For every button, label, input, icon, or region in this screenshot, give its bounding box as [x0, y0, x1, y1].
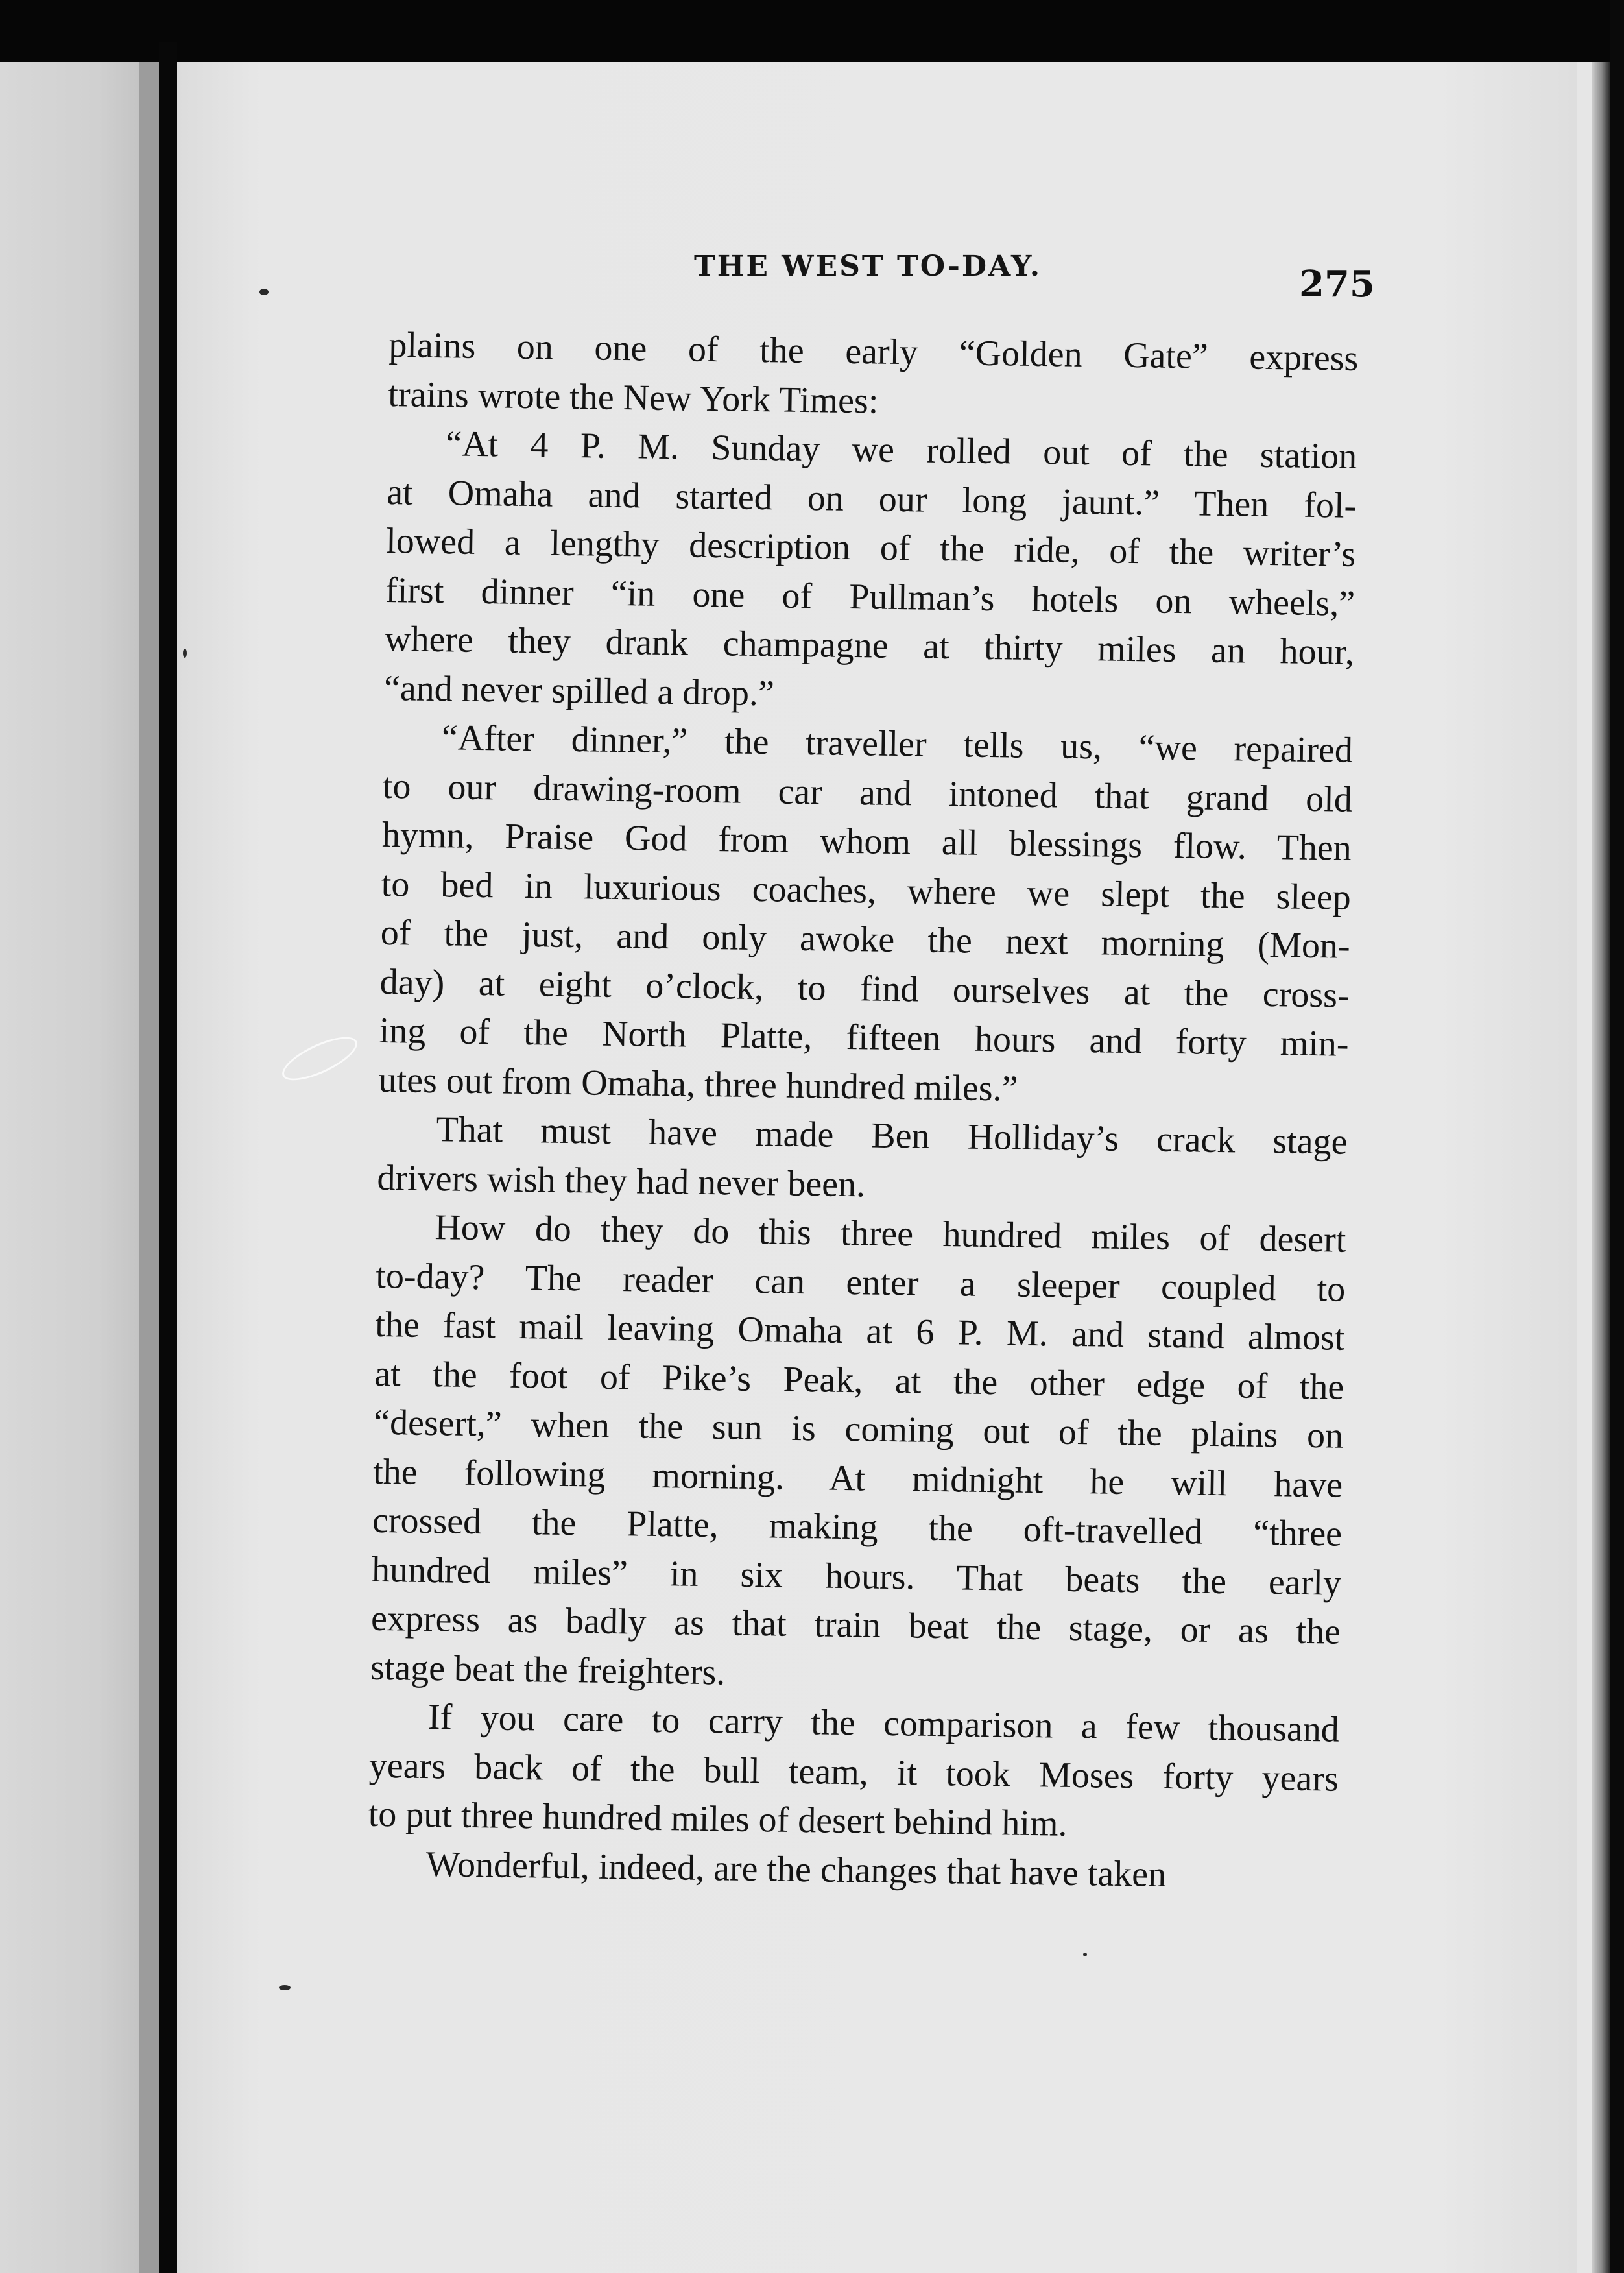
text-line: of the just, and only awoke the next morning (Mon- — [380, 912, 1351, 967]
text-line: to our drawing-room car and intoned that grand old — [382, 765, 1353, 820]
text-line: express as badly as that train beat the stage, or as the — [370, 1598, 1341, 1652]
text-line: day) at eight o’clock, to find ourselves at the cross- — [379, 961, 1350, 1016]
text-line: crossed the Platte, making the oft-travelled “three — [372, 1500, 1343, 1554]
book-spine — [159, 42, 177, 2273]
text-line: the following morning. At midnight he will have — [372, 1451, 1343, 1506]
text-line: “and never spilled a drop.” — [383, 667, 775, 714]
text-line: plains on one of the early “Golden Gate” express — [388, 324, 1359, 379]
scan-speck — [279, 1985, 291, 1990]
text-line: utes out from Omaha, three hundred miles.” — [378, 1059, 1018, 1109]
text-line: If you care to carry the comparison a few thousand — [427, 1697, 1340, 1750]
running-head: THE WEST TO-DAY. — [694, 250, 1042, 283]
text-line: “After dinner,” the traveller tells us, “we repaired — [441, 717, 1354, 771]
text-line: “At 4 P. M. Sunday we rolled out of the station — [445, 424, 1357, 477]
scan-speck — [1083, 1953, 1087, 1956]
body-text — [366, 321, 1358, 1943]
text-line: Wonderful, indeed, are the changes that have taken — [425, 1844, 1167, 1895]
text-line: years back of the bull team, it took Moses forty years — [368, 1745, 1339, 1799]
text-line: where they drank champagne at thirty miles an hour, — [384, 618, 1355, 673]
page-number: 275 — [1299, 263, 1375, 306]
text-line: stage beat the freighters. — [370, 1647, 726, 1692]
text-line: at Omaha and started on our long jaunt.” Then fol- — [386, 472, 1357, 526]
text-line: drivers wish they had never been. — [377, 1157, 866, 1205]
text-line: to-day? The reader can enter a sleeper coupled to — [376, 1255, 1346, 1310]
text-line: hymn, Praise God from whom all blessings flow. Then — [381, 814, 1352, 869]
scan-border-top — [0, 0, 1624, 62]
text-line: to bed in luxurious coaches, where we slept the sleep — [381, 863, 1352, 918]
text-line: first dinner “in one of Pullman’s hotels on wheels,” — [385, 570, 1355, 624]
scan-speck — [183, 649, 187, 658]
text-line: lowed a lengthy description of the ride, of the writer’s — [385, 520, 1356, 575]
scan-speck — [259, 289, 269, 295]
text-line: at the foot of Pike’s Peak, at the other edge of the — [374, 1353, 1344, 1408]
text-line: ing of the North Platte, fifteen hours and forty min- — [379, 1010, 1350, 1064]
text-line: That must have made Ben Holliday’s crack stage — [436, 1109, 1348, 1162]
facing-page-edge — [0, 62, 139, 2273]
text-line: hundred miles” in six hours. That beats the early — [371, 1549, 1342, 1604]
page-edge-right — [1592, 62, 1610, 2273]
scan-border-right — [1610, 0, 1624, 2273]
facing-page-gutter — [139, 62, 159, 2273]
text-line: “desert,” when the sun is coming out of the plains on — [373, 1402, 1344, 1456]
text-line: How do they do this three hundred miles of desert — [435, 1207, 1346, 1260]
text-line: trains wrote the New York Times: — [387, 374, 879, 422]
text-line: to put three hundred miles of desert behind him. — [368, 1794, 1068, 1844]
text-line: the fast mail leaving Omaha at 6 P. M. and stand almost — [374, 1304, 1345, 1358]
